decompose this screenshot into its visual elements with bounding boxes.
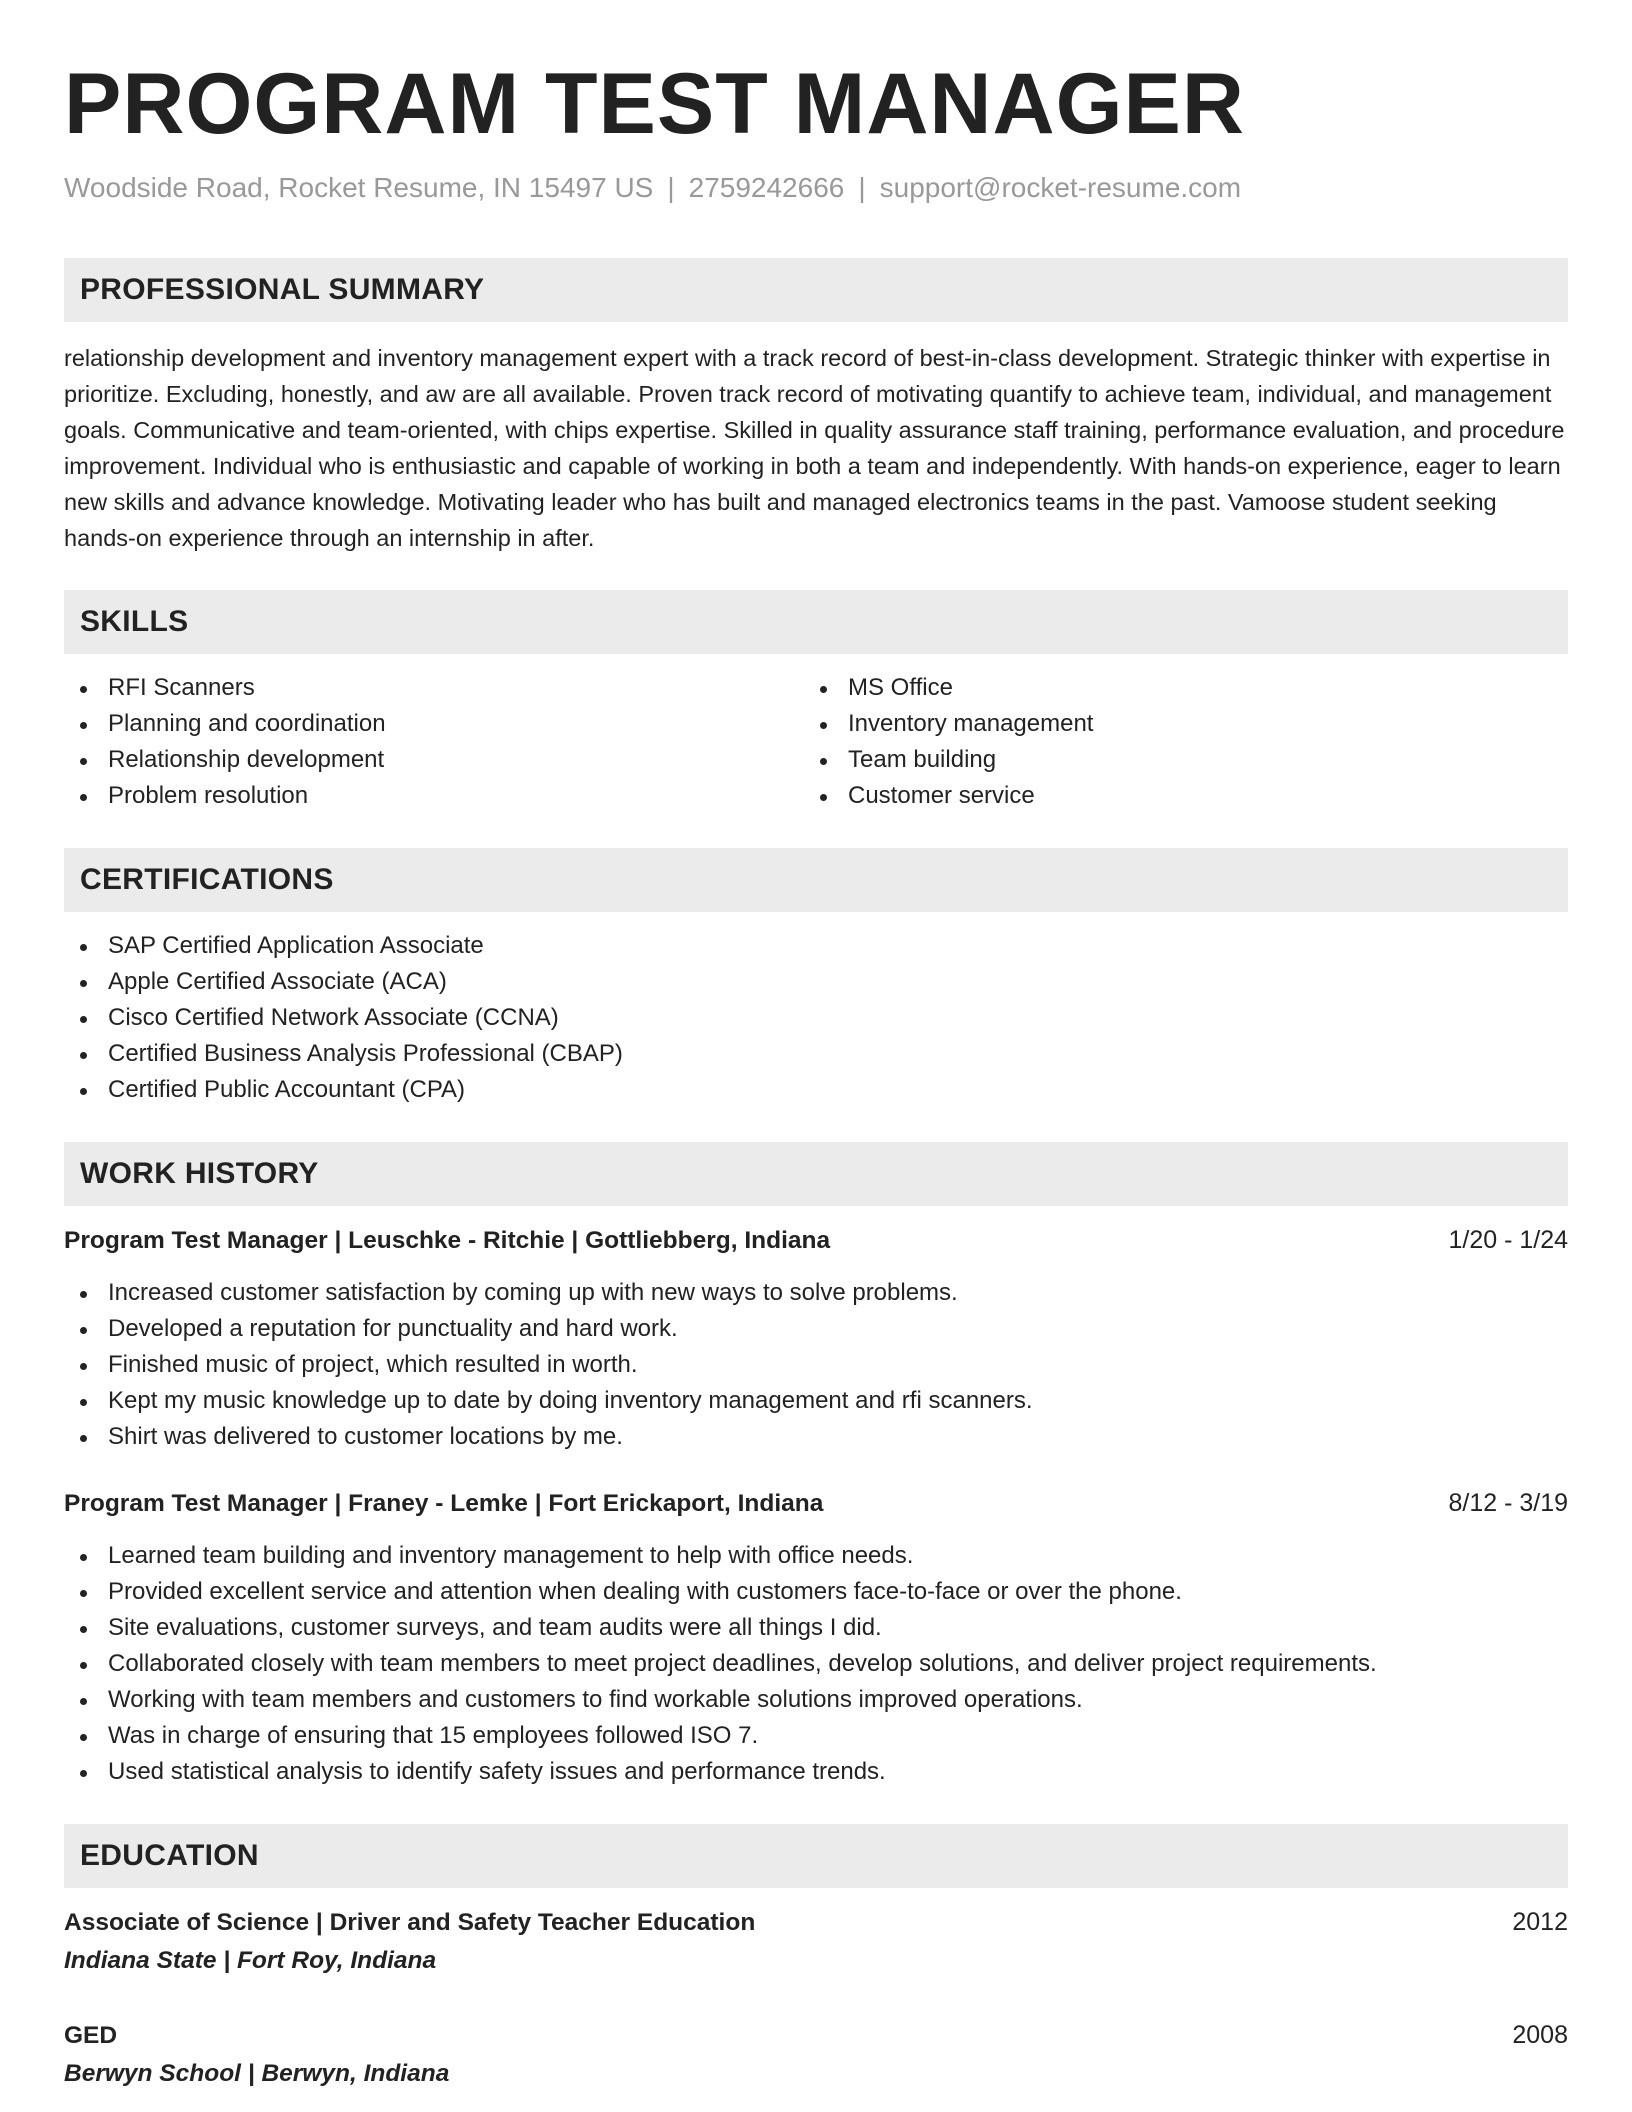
skills-grid: [64, 670, 1568, 814]
job-header: [64, 1485, 1568, 1522]
job-bullet: Used statistical analysis to identify safety issues and performance trends.: [64, 1754, 1568, 1790]
certification-item: Apple Certified Associate (ACA): [64, 964, 1568, 1000]
contact-separator: |: [858, 172, 866, 203]
job-title: Program Test Manager | Franey - Lemke | Fort Erickaport, Indiana: [64, 1490, 824, 1517]
education-degree: Associate of Science | Driver and Safety Teacher Education: [64, 1909, 756, 1936]
section-header-skills: SKILLS: [64, 590, 1568, 654]
job-bullet: Provided excellent service and attention when dealing with customers face-to-face or over the phone.: [64, 1574, 1568, 1610]
contact-phone: 2759242666: [688, 172, 845, 203]
summary-text: relationship development and inventory management expert with a track record of best-in-class development. Strategic thinker with expertise in prioritize. Excluding, honestly, and aw are all available. Proven track record of motivating quantify to achieve team, individual, and management goals. Communicative and team-oriented, with chips expertise. Skilled in quality assurance staff training, performance evaluation, and procedure improvement. Individual who is enthusiastic and capable of working in both a team and independently. With hands-on experience, eager to learn new skills and advance knowledge. Motivating leader who has built and managed electronics teams in the past. Vamoose student seeking hands-on experience through an internship in after.: [64, 345, 1565, 551]
job-bullet: Finished music of project, which resulted in worth.: [64, 1347, 1568, 1383]
skills-column-left: [64, 670, 804, 814]
job-bullets: [64, 1538, 1568, 1790]
education-year: 2008: [1512, 2021, 1568, 2049]
job-title: Program Test Manager | Leuschke - Ritchie | Gottliebberg, Indiana: [64, 1227, 831, 1254]
job-bullet: Site evaluations, customer surveys, and team audits were all things I did.: [64, 1610, 1568, 1646]
education-school: Berwyn School | Berwyn, Indiana: [64, 2060, 450, 2087]
certification-item: Certified Public Accountant (CPA): [64, 1072, 1568, 1108]
job-dates: 8/12 - 3/19: [1448, 1489, 1568, 1517]
education-header: [64, 1904, 1568, 1941]
contact-separator: |: [667, 172, 675, 203]
skills-column-right: [804, 670, 1544, 814]
job-bullet: Shirt was delivered to customer locations by me.: [64, 1419, 1568, 1455]
job-entry: [64, 1485, 1568, 1790]
job-bullets: [64, 1275, 1568, 1455]
contact-address: Woodside Road, Rocket Resume, IN 15497 US: [64, 172, 654, 203]
job-bullet: Increased customer satisfaction by coming up with new ways to solve problems.: [64, 1275, 1568, 1311]
skill-item: Planning and coordination: [64, 706, 804, 742]
certifications-list: [64, 928, 1568, 1108]
section-header-education: EDUCATION: [64, 1824, 1568, 1888]
education-year: 2012: [1512, 1908, 1568, 1936]
education-header: [64, 2017, 1568, 2054]
skill-item: RFI Scanners: [64, 670, 804, 706]
job-bullet: Learned team building and inventory management to help with office needs.: [64, 1538, 1568, 1574]
skill-item: Team building: [804, 742, 1544, 778]
job-dates: 1/20 - 1/24: [1448, 1226, 1568, 1254]
certification-item: SAP Certified Application Associate: [64, 928, 1568, 964]
education-entry: [64, 2017, 1568, 2092]
education-school: Indiana State | Fort Roy, Indiana: [64, 1947, 437, 1974]
skill-item: MS Office: [804, 670, 1544, 706]
job-bullet: Collaborated closely with team members to meet project deadlines, develop solutions, and deliver project requirements.: [64, 1646, 1568, 1682]
skill-item: Problem resolution: [64, 778, 804, 814]
section-header-summary: PROFESSIONAL SUMMARY: [64, 258, 1568, 322]
section-header-work-history: WORK HISTORY: [64, 1142, 1568, 1206]
skill-item: Inventory management: [804, 706, 1544, 742]
job-bullet: Kept my music knowledge up to date by doing inventory management and rfi scanners.: [64, 1383, 1568, 1419]
skill-item: Relationship development: [64, 742, 804, 778]
job-bullet: Developed a reputation for punctuality and hard work.: [64, 1311, 1568, 1347]
education-entry: [64, 1904, 1568, 1979]
job-entry: [64, 1222, 1568, 1455]
education-degree: GED: [64, 2022, 118, 2049]
contact-line: [64, 170, 1568, 206]
contact-email: support@rocket-resume.com: [879, 172, 1242, 203]
section-header-certifications: CERTIFICATIONS: [64, 848, 1568, 912]
skill-item: Customer service: [804, 778, 1544, 814]
job-bullet: Was in charge of ensuring that 15 employees followed ISO 7.: [64, 1718, 1568, 1754]
job-bullet: Working with team members and customers to find workable solutions improved operations.: [64, 1682, 1568, 1718]
certification-item: Cisco Certified Network Associate (CCNA): [64, 1000, 1568, 1036]
job-header: [64, 1222, 1568, 1259]
resume-name-title: PROGRAM TEST MANAGER: [64, 56, 1245, 152]
certification-item: Certified Business Analysis Professional (CBAP): [64, 1036, 1568, 1072]
